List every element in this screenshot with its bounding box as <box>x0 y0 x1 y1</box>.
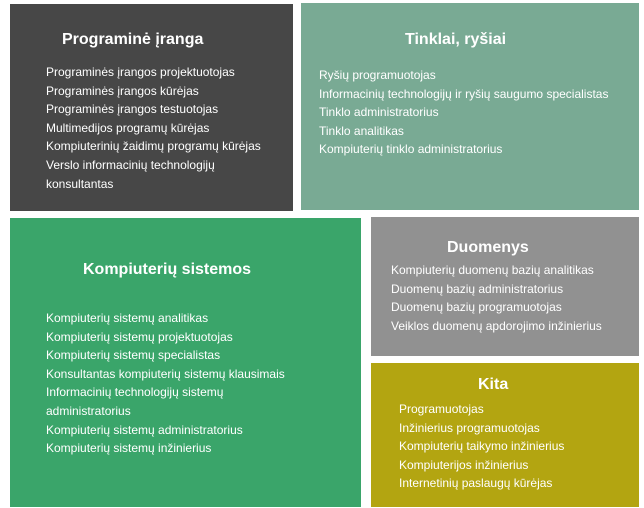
list-item: Tinklo analitikas <box>319 123 404 138</box>
other-list <box>399 400 634 493</box>
list-item: Programinės įrangos testuotojas <box>46 102 219 117</box>
list-item: Multimedijos programų kūrėjas <box>46 120 210 135</box>
list-item: Ryšių programuotojas <box>319 68 436 82</box>
list-item: Kompiuterių sistemų administratorius <box>46 422 243 437</box>
list-item: Duomenų bazių administratorius <box>391 281 564 296</box>
list-item: konsultantas <box>46 176 114 191</box>
list-item: Kompiuterių sistemų analitikas <box>46 311 209 325</box>
data-box <box>371 217 639 356</box>
list-item: Kompiuterių sistemų specialistas <box>46 348 221 363</box>
list-item: Tinklo administratorius <box>319 105 439 120</box>
list-item: Informacinių technologijų sistemų <box>46 385 224 400</box>
other-title: Kita <box>478 376 509 393</box>
list-item: Kompiuterinių žaidimų programų kūrėjas <box>46 139 261 154</box>
list-item: Verslo informacinių technologijų <box>46 157 215 172</box>
list-item: Kompiuterių tinklo administratorius <box>319 142 503 157</box>
list-item: Programuotojas <box>399 402 484 416</box>
systems-list <box>46 309 306 458</box>
list-item: Kompiuterių duomenų bazių analitikas <box>391 263 594 277</box>
list-item: Kompiuterių sistemų projektuotojas <box>46 329 233 344</box>
software-list <box>46 63 286 193</box>
list-item: Kompiuterių sistemų inžinierius <box>46 441 212 456</box>
list-item: administratorius <box>46 403 131 418</box>
other-box <box>371 363 639 507</box>
list-item: Duomenų bazių programuotojas <box>391 300 562 315</box>
software-title: Programinė įranga <box>62 31 204 48</box>
systems-box <box>10 218 361 507</box>
list-item: Konsultantas kompiuterių sistemų klausimais <box>46 366 285 381</box>
systems-title: Kompiuterių sistemos <box>83 261 252 278</box>
list-item: Inžinierius programuotojas <box>399 420 540 435</box>
list-item: Veiklos duomenų apdorojimo inžinierius <box>391 318 602 333</box>
networks-box <box>301 3 639 210</box>
data-list <box>391 261 636 335</box>
data-title: Duomenys <box>447 239 529 256</box>
list-item: Kompiuterių taikymo inžinierius <box>399 439 565 454</box>
list-item: Informacinių technologijų ir ryšių saugumo specialistas <box>319 86 609 101</box>
networks-title: Tinklai, ryšiai <box>405 31 507 48</box>
list-item: Internetinių paslaugų kūrėjas <box>399 476 553 491</box>
software-box <box>10 4 293 211</box>
list-item: Programinės įrangos kūrėjas <box>46 83 199 98</box>
list-item: Programinės įrangos projektuotojas <box>46 65 235 79</box>
networks-list <box>319 66 634 159</box>
list-item: Kompiuterijos inžinierius <box>399 457 529 472</box>
